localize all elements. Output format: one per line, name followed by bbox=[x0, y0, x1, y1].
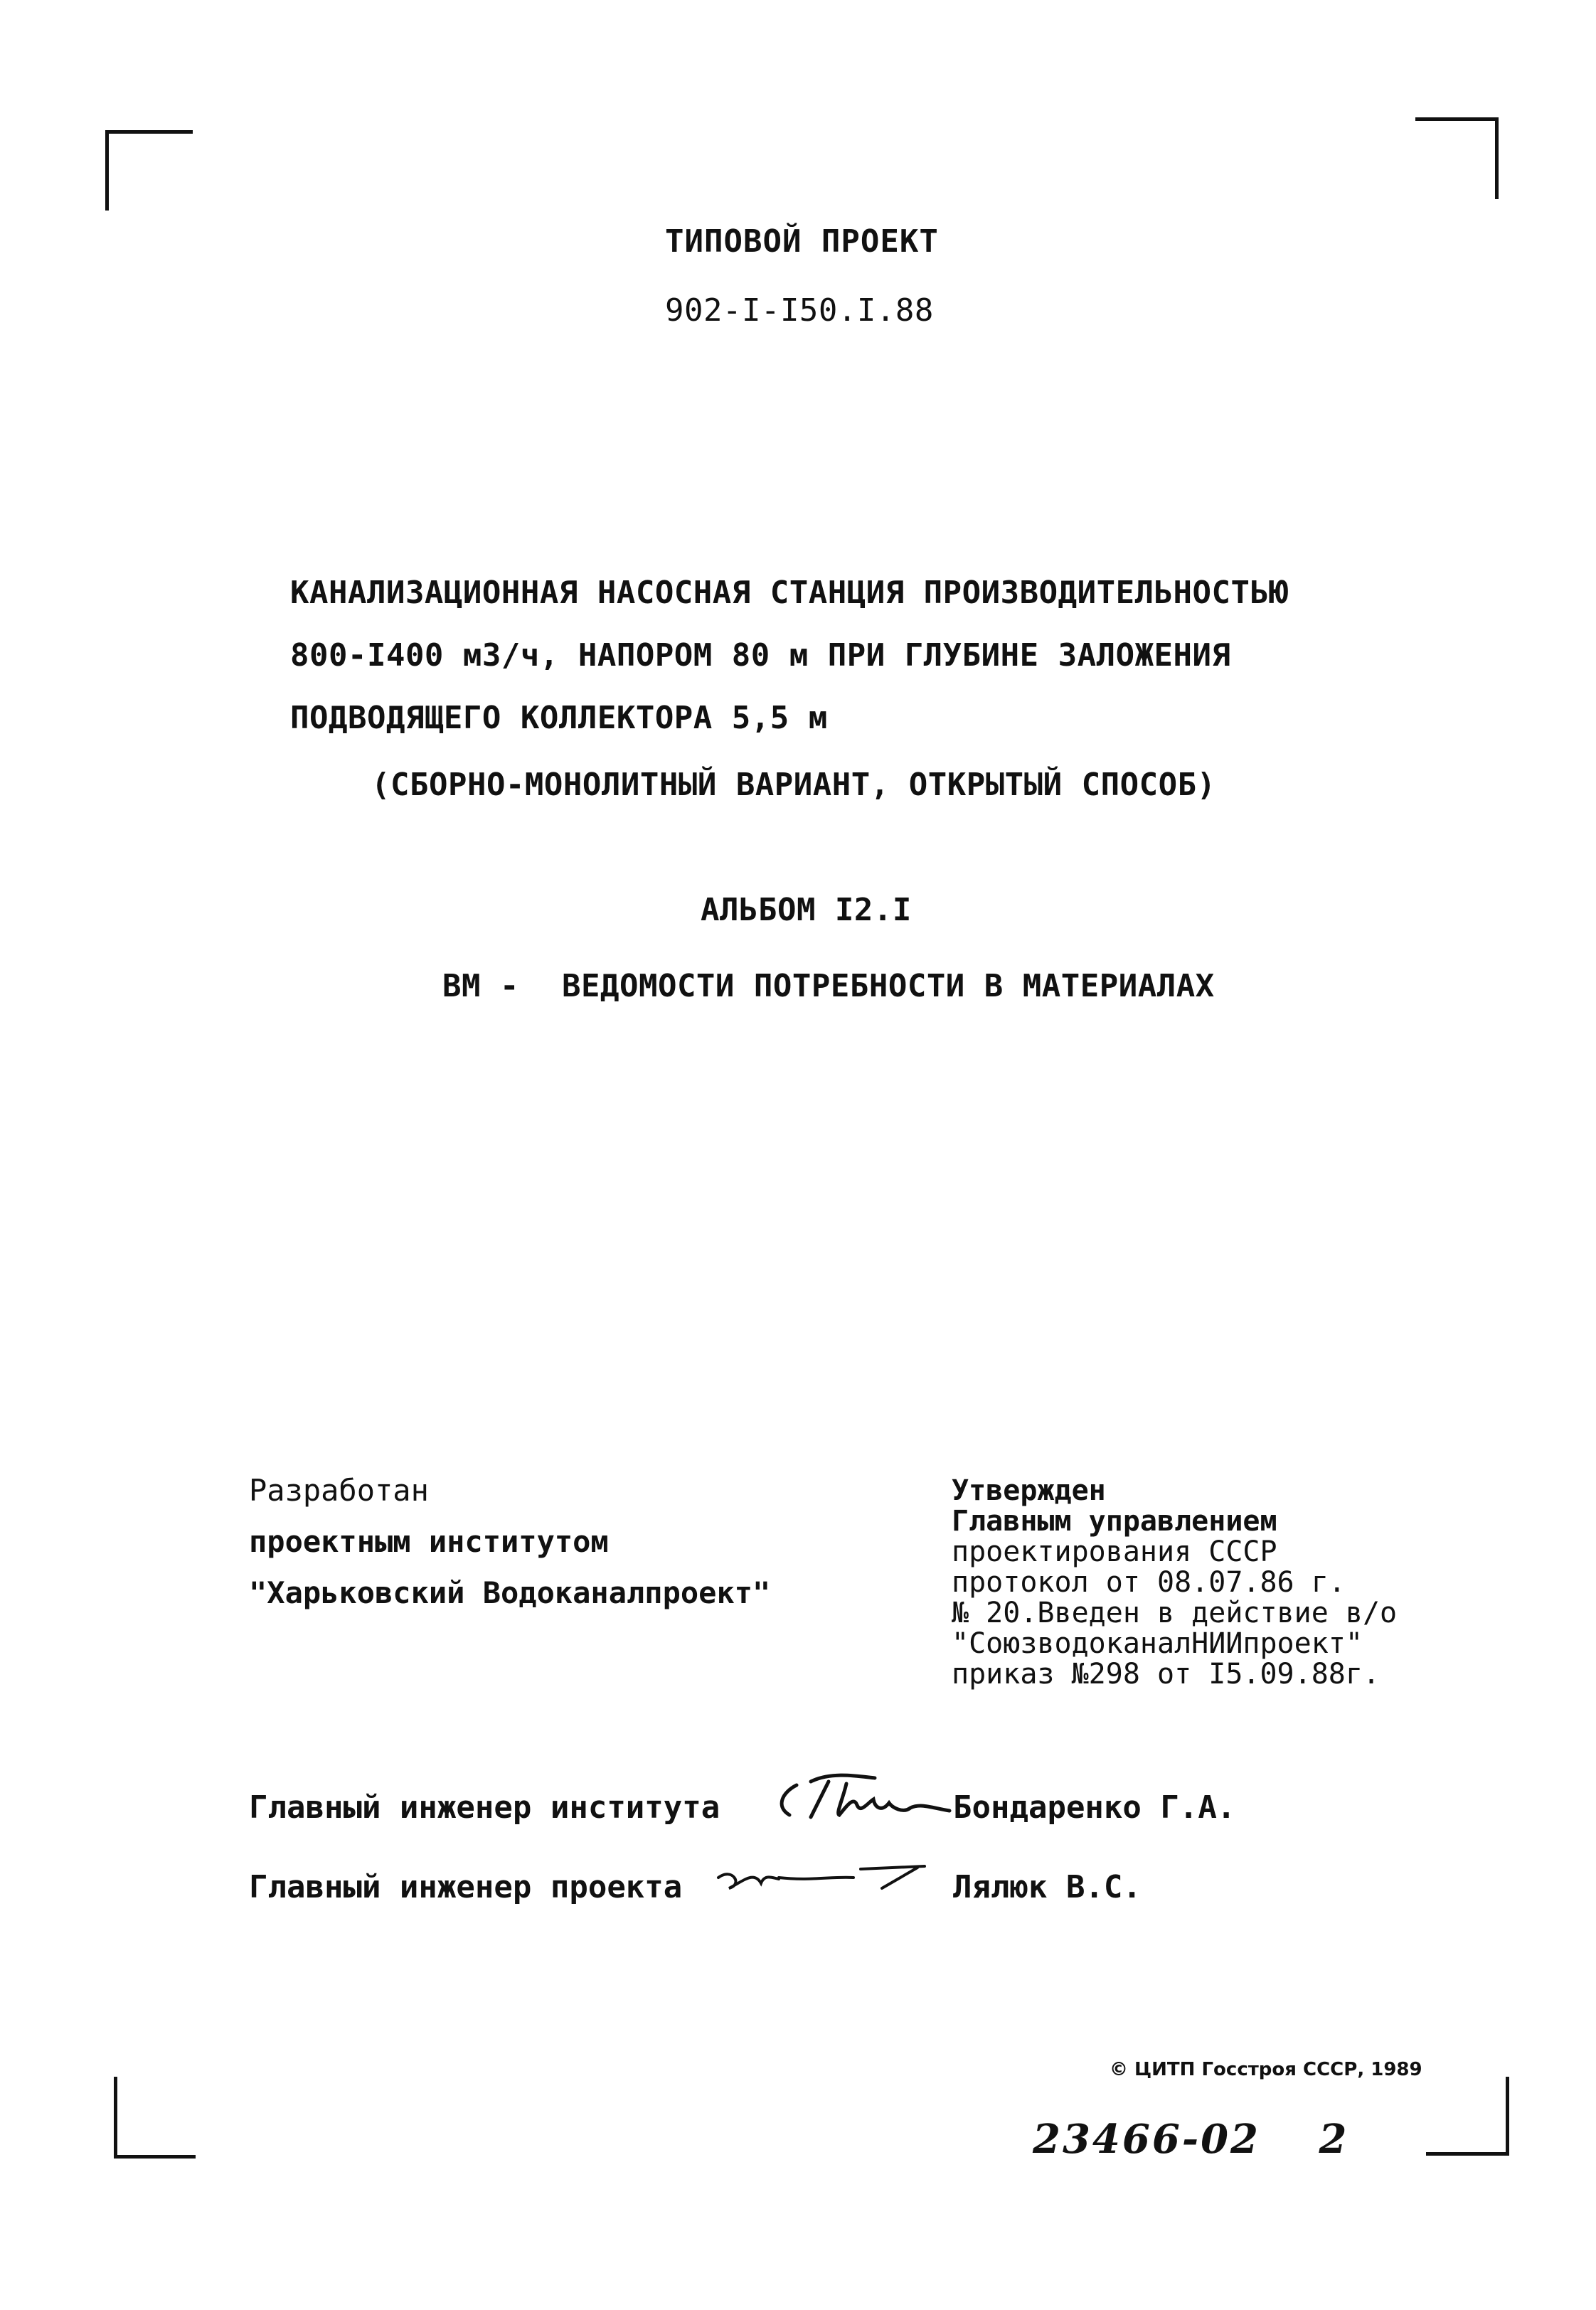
inventory-number bbox=[1033, 2116, 1348, 2163]
corner-mark-bottom-left bbox=[114, 2077, 196, 2159]
title-line-4: (СБОРНО-МОНОЛИТНЫЙ ВАРИАНТ, ОТКРЫТЫЙ СПОСОБ) bbox=[371, 767, 1216, 803]
approval-line-4: протокол от 08.07.86 г. bbox=[952, 1566, 1346, 1599]
page-number: 2 bbox=[1319, 2116, 1349, 2163]
signature-bondarenko-icon bbox=[768, 1764, 960, 1828]
inventory-number-value: 23466-02 bbox=[1033, 2116, 1260, 2163]
signature-lyalyuk-icon bbox=[711, 1856, 939, 1899]
corner-mark-bottom-right bbox=[1426, 2077, 1509, 2156]
doc-number: 902-I-I50.I.88 bbox=[665, 292, 934, 329]
developer-line-2: проектным институтом bbox=[249, 1524, 609, 1559]
album-code: ВМ - bbox=[442, 968, 519, 1004]
album-description: ВЕДОМОСТИ ПОТРЕБНОСТИ В МАТЕРИАЛАХ bbox=[562, 968, 1215, 1004]
approval-line-3: проектирования СССР bbox=[952, 1535, 1277, 1568]
corner-mark-top-right bbox=[1415, 117, 1499, 199]
approval-line-2: Главным управлением bbox=[952, 1505, 1277, 1538]
title-line-1: КАНАЛИЗАЦИОННАЯ НАСОСНАЯ СТАНЦИЯ ПРОИЗВОДИТЕЛЬНОСТЬЮ bbox=[290, 575, 1289, 611]
chief-engineer-project-name: Лялюк В.С. bbox=[953, 1869, 1142, 1905]
title-line-3: ПОДВОДЯЩЕГО КОЛЛЕКТОРА 5,5 м bbox=[290, 700, 828, 736]
approval-line-7: приказ №298 от I5.09.88г. bbox=[952, 1658, 1380, 1691]
chief-engineer-institute-name: Бондаренко Г.А. bbox=[953, 1789, 1236, 1826]
developer-line-3: "Харьковский Водоканалпроект" bbox=[249, 1575, 771, 1610]
approval-line-6: "СоюзводоканалНИИпроект" bbox=[952, 1627, 1363, 1660]
copyright-notice: © ЦИТП Госстроя СССР, 1989 bbox=[1110, 2059, 1422, 2080]
corner-mark-top-left bbox=[105, 130, 193, 211]
doc-type: ТИПОВОЙ ПРОЕКТ bbox=[665, 223, 939, 260]
developer-line-1: Разработан bbox=[249, 1473, 429, 1508]
title-line-2: 800-I400 м3/ч, НАПОРОМ 80 м ПРИ ГЛУБИНЕ ЗАЛОЖЕНИЯ bbox=[290, 637, 1231, 674]
album-label: АЛЬБОМ I2.I bbox=[701, 892, 912, 928]
approval-line-1: Утвержден bbox=[952, 1474, 1106, 1507]
approval-line-5: № 20.Введен в действие в/о bbox=[952, 1597, 1398, 1629]
chief-engineer-institute-role: Главный инженер института bbox=[249, 1789, 720, 1826]
chief-engineer-project-role: Главный инженер проекта bbox=[249, 1869, 683, 1905]
